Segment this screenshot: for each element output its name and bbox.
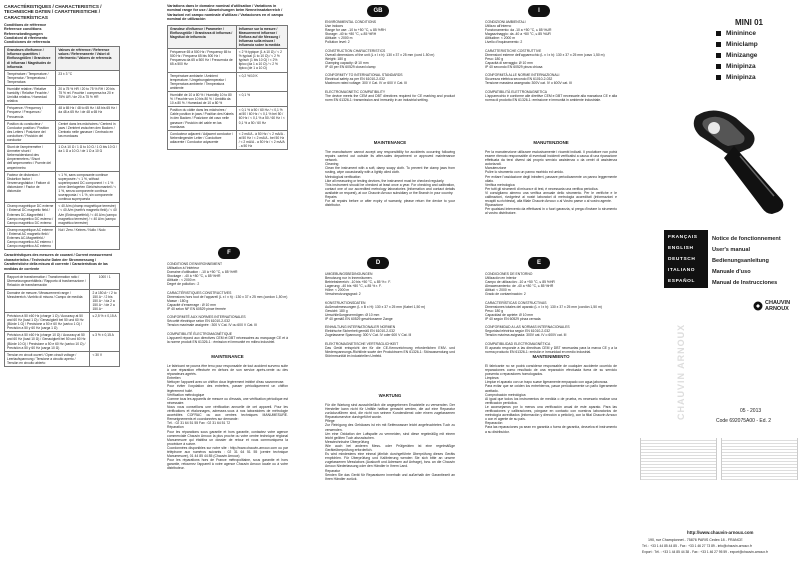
current-measurement-heading: Caractéristiques des mesures de courant / Current measurement characteristics / Technische Daten der Strommessung / Caratteristiche della misura di corrente / Características de las medidas de corriente [4,253,112,271]
characteristics-title: CARACTÉRISTIQUES / CHARACTERISTICS / TECHNISCHE DATEN / CARATTERISTICHE / CARACTERÍSTICAS [4,4,102,20]
table-row: Rapport de transformation / Transformation ratio / Übersetzungsverhältnis / Rapporto di trasformazione / Relación de transformación 1000 / 1 [5,274,120,289]
english-maintenance-text: The manufacturer cannot accept any responsibility for accidents occurring following repairs carried out outside its after-sales department or approved maintenance network. Cleaning Clean the instrument with a soft, damp soapy cloth. To prevent the clamp jaws from rusting, wipe occasionally with a lightly oiled cloth. Metrological verification Like all measuring or testing devices, the instrument must be checked regularly. This instrument should be checked at least once a year. For checking and calibration, contact one of our accredited metrology laboratories (information and contact details available on request), at our Chauvin Arnoux subsidiary or the Branch in your country. Repairs For all repairs before or after expiry of warranty, please return the device to your distributor. [325,150,455,208]
table-row: Température / Temperature / Temperatur / Temperatura / Temperatura 23 ± 3 °C [5,70,120,85]
english-maintenance-title: MAINTENANCE [373,140,407,145]
variations-table [167,25,288,150]
english-badge: GB [367,5,389,17]
bullet-square-icon [716,64,721,69]
table-row: Stunt de l'ampèremètre / Ammeter shunt / Nebenwiderstand des Amperemeters / Shunt dell'amperometro / Puente del amperímetro 1 Ω à 10 Ω / 1 Ω to 10 Ω / 1 Ω bis 10 Ω / da 1 Ω a 10 Ω / de 1 Ω a 10 Ω [5,144,120,172]
german-maintenance-text: Für die Wartung sind ausschließlich die angegebenen Ersatzteile zu verwenden. Der Hersteller kann nicht für Unfälle haftbar gemacht werden, die auf eine Reparatur zurückzuführen sind, die nicht von seinem Kundendienst oder einem zugelassenen Reparaturservice durchgeführt wurde. Pflege Zur Reinigung des Gehäuses ist ein mit Seifenwasser leicht angefeuchtetes Tuch zu verwenden. Um eine Oxidation der Luftspalte zu vermeiden, sind diese regelmäßig mit einem leicht geölten Tuch abzuwischen. Messtechnische Überprüfung Wie auch bei anderen Mess- oder Prüfgeräten ist eine regelmäßige Geräteüberprüfung erforderlich. Es wird mindestens eine einmal jährlich durchgeführte Überprüfung dieses Geräts empfohlen. Für Überprüfung und Kalibrierung wenden Sie sich bitte an unsere zugelassenen Messlabors (Auskunft und Adressen auf Anfrage), bzw. an die Chauvin Arnoux Niederlassung oder den Händler in Ihrem Land. Reparatur Senden Sie das Gerät für Reparaturen innerhalb und außerhalb der Garantiezeit an Ihren Händler zurück. [325,403,455,481]
company-phone: Tél. : +33 1 44 85 44 85 - Fax : +33 1 46 27 73 89 - info@chauvin-arnoux.fr [642,544,752,548]
spanish-maintenance-title: MANTENIMIENTO [532,354,570,359]
spanish-badge: E [528,257,550,269]
variations-column [167,4,288,150]
list-item: Minipinza [716,72,758,83]
subsidiaries-list [640,438,798,526]
spanish-specs: CONDICIONES DE ENTORNO Utilización en interior Campo de utilización: -10 a +50 °C, ≤ 85 %HR Almacenamiento: de -40 a +80 °C, ≤ 85 %HR Altitud: < 2000 m Grado de contaminación: 2 CARACTERÍSTICAS CONSTRUCTIVAS Dimensiones totales del aparato (L x l x h): 130 x 37 x 25 mm (cordón 1,50 m) Peso: 180 g Capacidad de apriete: Ø 10 mm IP 40 según EN 60529 pinza cerrada CONFORMIDAD A LAS NORMAS INTERNACIONALES Seguridad eléctrica según EN 61010-2-032 Tensión máxima asignada: 300V cat. IV o 600V cat. III COMPATIBILIDAD ELECTROMAGNÉTICA El aparato responde a las directivas CEM y DBT necesarias para la marca CE y a la norma producto EN 61326-1: emisión e inmunidad en medio industrial. [485,272,617,354]
table-row: Champ magnétique AC externe / External AC magnetic field / Externes AC-Magnetfeld / Campo magnetico AC esterno / Campo magnético AC externo Nul / Zero / Keines / Nullo / Nulo [5,226,120,249]
list-item: Minipinza [716,61,758,72]
brand-vertical-text: CHAUVIN ARNOUX [676,323,686,420]
french-badge: F [218,247,240,259]
bullet-square-icon [716,53,721,58]
table-row: Domaine de mesure / Measurement range / Messbereich / Ambito di misura / Campo de medida 2 à 150 A~ / 2 to 150 A~ / 2 bis 150 A~ / da 2 a 150 A~ / de 2 a 150 A~ [5,289,120,312]
table-row: Position du conducteur / Conductor position / Position des Leiters / Posizione del conduttore / Posición del conductor Centré dans les mâchoires / Centred in jaws / Zentriert zwischen den Backen / Centrato nelle ganasce / Centrado en las mordazas [5,120,120,143]
bullet-square-icon [716,31,721,36]
document-code: Code 692075A00 - Ed. 2 [716,418,772,424]
table-row: Température ambiante / Ambient temperature / Umgebungstemperatur / Temperatura ambiente / Temperatura ambiente < 0,2 %/10 K [168,72,288,91]
website-link[interactable]: http://www.chauvin-arnoux.com [687,530,754,535]
table-row: Fréquence / Frequency / Frequenz / Frequenza / Frecuencia 48 à 65 Hz / 48 to 65 Hz / 48 bis 65 Hz / da 48 a 65 Hz / de 48 a 65 Hz [5,105,120,120]
lang-label: DEUTSCH [668,257,696,262]
french-maintenance-text: Le fabricant ne pourra être tenu pour responsable de tout accident survenu suite à une réparation effectuée en dehors de son service après-vente ou des réparateurs agréés. Entretien Nettoyer l'appareil avec un chiffon doux légèrement imbibé d'eau savonneuse. Pour éviter l'oxydation des entrefers, passer périodiquement un chiffon légèrement huilé. Vérification métrologique Comme tous les appareils de mesure ou d'essais, une vérification périodique est nécessaire. Nous vous conseillons une vérification annuelle de cet appareil. Pour les vérifications et étalonnages, adressez-vous à nos laboratoires de métrologie accrédités COFRAC ou aux centres techniques MANUMESURE. Renseignements et coordonnées sur demande : Tél. : 02 31 64 51 55 Fax : 02 31 64 51 72 Réparation Pour les réparations sous garantie et hors garantie, contactez votre agence commerciale Chauvin Arnoux la plus proche ou votre centre technique régional Manumesure qui établira un dossier de retour et vous communiquera la procédure à suivre. Coordonnées disponibles sur notre site : http://www.chauvin-arnoux.com ou par téléphone aux numéros suivants : 02 31 64 51 55 (centre technique Manumesure), 01 44 85 44 85 (Chauvin Arnoux) Pour les réparations hors de France métropolitaine, sous garantie et hors garantie, retournez l'appareil à votre agence Chauvin Arnoux locale ou à votre distributeur. [167,364,288,471]
reference-conditions-heading: Conditions de référence Reference conditions Referenzbedingungen Condizioni di riferimento Condiciones de referencia [4,23,51,45]
table-header: Grandeur d'influence / Parameter / Einflussgröße / Grandezza di influenza / Magnitud de influencia [168,25,237,48]
table-header: Valeurs de référence / Reference values / Referenzwerte / Valori di riferimento / Valores de referencia [56,47,120,70]
table-row: Position du câble dans les mâchoires / Cable position in jaws / Position des Kabels in den Backen / Posizione del cavo nelle ganasce / Posición del cable en las mordazas < 0,1 % à 50 / 60 Hz / < 0,1 % at 50 / 60 Hz / < 0,1 % bei 50 / 60 Hz / < 0,1 % a 50 / 60 Hz / < 0,1 % a 50 / 60 Hz [168,107,288,130]
reference-conditions-table [4,46,120,250]
list-item: Mininince [716,28,758,39]
lang-label: ESPAÑOL [668,279,696,284]
table-header: Grandeurs d'influence / Influence quantities / Einflussgrößen / Grandezze di influenza / Magnitudes de influencia [5,47,56,70]
model-list [716,28,758,83]
table-row: Facteur de distorsion / Distortion factor / Verzerrungsfaktor / Fattore di distorsione / Factor de distorsión < 1 %, sans composante continue superposée / < 1 %, without superimposed DC component / < 1 % ohne überlagerten Gleichstromanteil / < 1 %, senza componente continua sovrapposta / < 1 %, sin componente continua superpuesta [5,171,120,203]
brand-logo: CHAUVIN ARNOUX [753,300,799,312]
lang-label: ITALIANO [668,268,696,273]
table-row: Humidité relative / Relative humidity / Relative Feuchte / Umidità relativa / Humedad relativa 20 à 75 % HR / 20 to 75 % RH / 20 bis 75 % rel. Feuchte / compresa tra 20 e 75% UR / de 20 a 75 % HR [5,85,120,104]
italian-specs: CONDIZIONI AMBIENTALI Utilizzo all'interno Funzionamento: da -10 a +50 °C, ≤ 85 %UR Magazzinaggio: da -40 a +80 °C, ≤ 85 %UR Altitudine: < 2000 m Livello d'inquinamento: 2 CARATTERISTICHE COSTRUTTIVE Dimensioni esterne dell'apparecchio (L x l x h): 130 x 37 x 25 mm (cavo 1,50 m) Peso: 180 g Capacità di serraggio: Ø 10 mm IP 40 secondo EN 60529 pinza chiusa CONFORMITÀ ALLE NORME INTERNAZIONALI Sicurezza elettrica secondo EN 61010-2-032 Tensione massima assegnata: 300V cat. IV o 600V cat. III COMPATIBILITÀ ELETTROMAGNETICA L'apparecchio è conforme alle direttive CEM e DBT necessarie alla marcatura CE e alla norma di prodotto EN 61326-1: emissione e immunità in ambiente industriale. [485,20,617,102]
subsidiary-addresses [640,438,798,480]
german-specs: UMGEBUNGSBEDINGUNGEN Benutzung nur in Innenräumen. Betriebsbereich: -10 bis +50 °C, ≤ 85 % r. F. Lagerung: -40 bis +80 °C, ≤ 85 % r. F. Höhe: < 2000 m Verschmutzungsgrad: 2 KONSTRUKTIONSDATEN Außenabmessungen (L x B x H): 130 x 37 x 25 mm (Kabel 1,50 m) Gewicht: 180 g Umschließungsvermögen: Ø 10 mm IP 40 gemäß EN 60529 geschlossene Zange EINHALTUNG INTERNATIONALER NORMEN Elektrische Sicherheit gemäß EN 61010-2-032 Zugelassene Spannung: 300 V Cat. IV oder 600 V Cat. III ELEKTROMAGNETISCHE VERTRÄGLICHKEIT Das Gerät entspricht der für die CE-Kennzeichnung erforderlichen EMV- und Niederspannungs-Richtlinie sowie der Produktnorm EN 61326-1: Störaussendung und Störimmunität im industriellen Umfeld. [325,272,455,358]
french-maintenance-title: MAINTENANCE [211,354,244,359]
variations-title: Variations dans le domaine nominal d'utilisation / Variations in nominal range for use / Abweichungen beim Nenneinsatzbereich / Variazioni nel campo nominale d'utilizzo / Variaciones en el campo nominal de utilización [167,4,284,22]
manual-titles: Notice de fonctionnement User's manual Bedienungsanleitung Manuale d'uso Manual de Instrucciones [712,236,781,286]
table-row: Humidité de 10 à 80 % / Humidity 10 to 80 % / Feuchte von 10 bis 80 % / Umidità da 10 a 80 % / Humedad de 10 a 80 % < 0,1 % [168,91,288,106]
list-item: Minizange [716,50,758,61]
table-row: Tension en circuit ouvert / Open circuit voltage / Leerlaufspannung / Tensione a circuito aperto / Tensión en circuito abierto < 30 V [5,351,120,366]
chauvin-arnoux-logo-icon [753,301,763,311]
lang-label: FRANÇAIS [668,235,698,240]
characteristics-column [4,4,120,367]
german-maintenance-title: WARTUNG [378,393,402,398]
bullet-square-icon [716,75,721,80]
italian-maintenance-title: MANUTENZIONE [533,140,569,145]
italian-badge: I [528,5,550,17]
company-export: Export : Tél. : +33 1 44 85 44 38 - Fax : +33 1 46 27 95 59 - export@chauvin-arnoux.fr [642,550,768,554]
spanish-maintenance-text: El fabricante no se podrá considerar responsable de cualquier accidente ocurrido de reparaciones como resultado de una reparación efectuada fuera de su servicio posventa o reparadores homologados. Limpieza Limpiar el aparato con un trapo suave ligeramente empapado con agua jabonosa. Para evitar que se oxiden los entrehierros, pasar periódicamente un paño ligeramente aceitado. Comprobación metrológica Al igual que todos los instrumentos de medida o de prueba, es necesario realizar una verificación periódica. Le aconsejamos por lo menos una verificación anual de este aparato. Para las verificaciones y calibraciones, póngase en contacto con nuestros laboratorios de metrología acreditados (información y dirección a petición), con la filial Chauvin Arnoux o con el agente de su país. Reparación Para las reparaciones ya sean en garantía o fuera de garantía, devuelva el instrumento a su distribuidor. [485,364,617,434]
table-row: Conducteur adjacent / Adjacent conductor / Nebenliegender Leiter / Conduttore adiacente / Conductor adyacente < 2 mA/A - à 50 Hz / < 2 mA/A - at 50 Hz / < 2 mA/A - bei 50 Hz / < 2 mA/A - a 50 Hz / < 2 mA/A - a 50 Hz [168,130,288,149]
list-item: Miniclamp [716,39,758,50]
table-row: Champ magnétique DC externe / External DC magnetic field / Externes DC-Magnetfeld / Campo magnetico DC esterno / Campo magnético DC externo < 40 A/m (champ magnétique terrestre) / < 40 A/m (earth's magnetic field) / < 40 A/m (Erdmagnetfeld) / < 40 A/m (campo magnetico terrestre) / < 40 A/m (campo magnético terrestre) [5,203,120,226]
bullet-square-icon [716,42,721,47]
table-row: Précision à 50 ±60 Hz (charge 10 Ω) / Accuracy at 50 and 60 Hz (load 10 Ω) / Genauigkeit bei 50 und 60 Hz (Bürde 10 Ω) / Precisione a 50 e 60 Hz (carico 10 Ω) / Precisión a 50 y 60 Hz (carga 10 Ω) ≤ 3 % ± 0,15 A [5,332,120,351]
company-address: 190, rue Championnet - 75876 PARIS Cedex 18 - FRANCE [648,538,743,542]
table-row: Précision à 50 ±60 Hz (charge 1 Ω) / Accuracy at 50 and 60 Hz (load 1 Ω) / Genauigkeit bei 50 und 60 Hz (Bürde 1 Ω) / Precisione a 50 e 60 Hz (carico 1 Ω) / Precisión a 50 y 60 Hz (carga 1 Ω) ≤ 2,5 % ± 0,15 A [5,313,120,332]
italian-maintenance-text: Per la manutenzione utilizzare esclusivamente i ricambi indicati. Il produttore non potrà essere ritenuto responsabile di eventuali incidenti verificatisi a causa di una riparazione effettuata da terzi diversi dal proprio servizio assistenza o da centri di assistenza autorizzati. Manutenzione Pulire lo strumento con un panno morbido ed umido. Per evitare l'ossidazione degli intraferri, passare periodicamente un panno leggermente oliato. Verifica metrologica Per tutti gli strumenti di misura e di test, è necessaria una verifica periodica. Vi consigliamo almeno una verifica annuale dello strumento. Per le verifiche e le calibrazioni, rivolgetevi ai nostri laboratori di metrologia accreditati (informazioni e recapiti su richiesta), alla filiale Chauvin Arnoux o al Vostro paese o al vostro agente. Riparazione Per qualsiasi intervento da effettuarsi in o fuori garanzia, si prega d'inviare lo strumento al vostro distributore. [485,150,617,216]
english-specs: ENVIRONMENTAL CONDITIONS Use indoors Range for use: -10 to +50 °C, ≤ 85 %RH Storage: -40 to +80 °C, ≤ 85 %RH Altitude: < 2000 m Pollution level: 2 CONSTRUCTION CHARACTERISTICS Overall dimensions of the unit (L x l x h): 130 x 37 x 25 mm (cord 1.50 m) Weight: 180 g Clamping capacity: Ø 10 mm IP 40 per EN 60529 closed clamp CONFORMITY TO INTERNATIONAL STANDARDS Electrical safety as per EN 61010-2-032 Maximum rated voltage: 300 V Cat. IV or 600 V Cat. III ELECTROMAGNETIC COMPATIBILITY The device meets the CEM and DBT directives required for CE marking and product norm EN 61326-1: transmission and immunity in an industrial setting. [325,20,455,102]
table-row: Fréquence 65 à 500 Hz / Frequency 65 to 500 Hz / Frequenz 65 bis 500 Hz / Frequenza da 65 a 500 Hz / Frecuencia de 65 a 500 Hz < 2 % typique (1 à 10 Ω) / < 2 % typical (1 to 10 Ω) / < 2 % typisch (1 bis 10 Ω) / < 2% tipico (da 1 a 10 Ω) / < 2 % típico (de 1 a 10 Ω) [168,49,288,72]
edition-date: 05 - 2013 [740,408,762,414]
german-badge: D [367,257,389,269]
table-header: Influence sur la mesure / Measurement influence / Einfluss auf die Messung / Influenza sulla misura / Influencia sobre la medida [236,25,287,48]
clamp-meter-image [674,96,790,220]
lang-label: ENGLISH [668,246,694,251]
french-specs: CONDITIONS D'ENVIRONNEMENT Utilisation à l'intérieur Domaine d'utilisation : -10 à +50 °C, ≤ 85 %HR Stockage : -40 à +80 °C, ≤ 85 %HR Altitude : < 2000 m Degré de pollution : 2 CARACTÉRISTIQUES CONSTRUCTIVES Dimensions hors tout de l'appareil (L x l x h) : 130 x 37 x 25 mm (cordon 1,50 m) Masse : 180 g Capacité d'enserrage : Ø 10 mm IP 40 selon NF EN 60529 pince fermée CONFORMITÉ AUX NORMES INTERNATIONALES Sécurité électrique selon EN 61010-2-032 Tension maximale assignée : 300 V Cat. IV ou 600 V Cat. III COMPATIBILITÉ ÉLECTROMAGNÉTIQUE L'appareil répond aux directives CEM et DBT nécessaires au marquage CE et à la norme produit EN 61326-1 : émission et immunité en milieu industriel. [167,262,288,344]
current-measurement-table [4,273,120,367]
mini-01-title: MINI 01 [735,18,764,27]
